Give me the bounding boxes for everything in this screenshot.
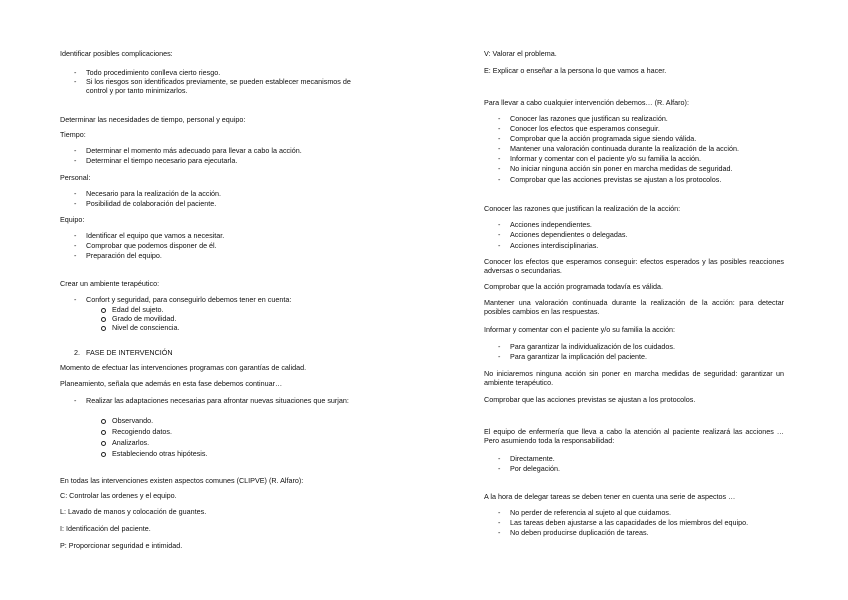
bullet-dash: - (74, 396, 77, 405)
bullet-circle-icon (101, 326, 106, 331)
list-item: No deben producirse duplicación de tareas. (510, 528, 649, 537)
paragraph: El equipo de enfermería que lleva a cabo la atención al paciente realizará las acciones …Pero asumiendo toda la responsabilidad: (484, 427, 784, 445)
bullet-dash: - (498, 518, 501, 527)
bullet-dash: - (74, 241, 77, 250)
heading-delegar: A la hora de delegar tareas se deben tener en cuenta una serie de aspectos … (484, 492, 736, 501)
paragraph: No iniciaremos ninguna acción sin poner en marcha medidas de seguridad: garantizar un ambiente terapéutico. (484, 369, 784, 387)
heading-intervencion: Para llevar a cabo cualquier intervención debemos… (R. Alfaro): (484, 98, 689, 107)
bullet-circle-icon (101, 317, 106, 322)
paragraph: En todas las intervenciones existen aspectos comunes (CLIPVE) (R. Alfaro): (60, 476, 304, 485)
list-item: Informar y comentar con el paciente y/o su familia la acción. (510, 154, 701, 163)
clipve-item: E: Explicar o enseñar a la persona lo que vamos a hacer. (484, 66, 667, 75)
bullet-dash: - (498, 464, 501, 473)
list-item: Posibilidad de colaboración del paciente. (86, 199, 217, 208)
bullet-dash: - (74, 77, 77, 86)
sub-list-item: Grado de movilidad. (112, 314, 177, 323)
bullet-dash: - (498, 230, 501, 239)
bullet-dash: - (498, 144, 501, 153)
heading-necesidades: Determinar las necesidades de tiempo, personal y equipo: (60, 115, 246, 124)
heading-personal: Personal: (60, 173, 91, 182)
clipve-item: P: Proporcionar seguridad e intimidad. (60, 541, 183, 550)
bullet-dash: - (74, 68, 77, 77)
heading-ambiente: Crear un ambiente terapéutico: (60, 279, 160, 288)
bullet-dash: - (498, 134, 501, 143)
heading-equipo: Equipo: (60, 215, 85, 224)
list-item: Las tareas deben ajustarse a las capacidades de los miembros del equipo. (510, 518, 749, 527)
list-item: Para garantizar la implicación del paciente. (510, 352, 648, 361)
clipve-item: V: Valorar el problema. (484, 49, 557, 58)
list-item: Comprobar que podemos disponer de él. (86, 241, 217, 250)
list-item: Acciones interdisciplinarias. (510, 241, 599, 250)
sub-list-item: Estableciendo otras hipótesis. (112, 449, 208, 458)
list-item: Identificar el equipo que vamos a necesitar. (86, 231, 225, 240)
list-item: Comprobar que la acción programada sigue siendo válida. (510, 134, 697, 143)
list-item: Si los riesgos son identificados previamente, se pueden establecer mecanismos de control y por tanto minimizarlos. (86, 77, 351, 95)
bullet-dash: - (498, 164, 501, 173)
list-item: No iniciar ninguna acción sin poner en marcha medidas de seguridad. (510, 164, 733, 173)
paragraph: Planeamiento, señala que además en esta fase debemos continuar… (60, 379, 283, 388)
list-item: Mantener una valoración continuada durante la realización de la acción. (510, 144, 739, 153)
list-item: No perder de referencia al sujeto al que cuidamos. (510, 508, 672, 517)
sub-list-item: Observando. (112, 416, 154, 425)
bullet-circle-icon (101, 452, 106, 457)
list-item: Confort y seguridad, para conseguirlo debemos tener en cuenta: (86, 295, 292, 304)
bullet-dash: - (74, 156, 77, 165)
sub-list-item: Analizarlos. (112, 438, 150, 447)
bullet-dash: - (498, 528, 501, 537)
list-item: Comprobar que las acciones previstas se ajustan a los protocolos. (510, 175, 722, 184)
sub-list-item: Nivel de consciencia. (112, 323, 180, 332)
list-item: Conocer las razones que justifican su realización. (510, 114, 668, 123)
bullet-dash: - (498, 154, 501, 163)
section-number: 2. (74, 348, 80, 357)
bullet-dash: - (498, 454, 501, 463)
list-item: Realizar las adaptaciones necesarias para afrontar nuevas situaciones que surjan: (86, 396, 349, 405)
heading-razones: Conocer las razones que justifican la realización de la acción: (484, 204, 681, 213)
paragraph: Conocer los efectos que esperamos conseguir: efectos esperados y las posibles reacciones adversas o secundarias. (484, 257, 784, 275)
bullet-dash: - (498, 175, 501, 184)
list-item: Por delegación. (510, 464, 560, 473)
bullet-dash: - (74, 189, 77, 198)
clipve-item: L: Lavado de manos y colocación de guantes. (60, 507, 207, 516)
bullet-dash: - (498, 508, 501, 517)
heading-complicaciones: Identificar posibles complicaciones: (60, 49, 173, 58)
heading-tiempo: Tiempo: (60, 130, 86, 139)
bullet-dash: - (498, 352, 501, 361)
bullet-dash: - (498, 124, 501, 133)
bullet-dash: - (74, 199, 77, 208)
bullet-dash: - (498, 114, 501, 123)
list-item: Directamente. (510, 454, 555, 463)
paragraph: Momento de efectuar las intervenciones programas con garantías de calidad. (60, 363, 307, 372)
list-item: Acciones independientes. (510, 220, 592, 229)
sub-list-item: Recogiendo datos. (112, 427, 172, 436)
paragraph: Comprobar que las acciones previstas se ajustan a los protocolos. (484, 395, 696, 404)
bullet-dash: - (74, 251, 77, 260)
bullet-circle-icon (101, 419, 106, 424)
bullet-dash: - (74, 146, 77, 155)
list-item: Determinar el momento más adecuado para llevar a cabo la acción. (86, 146, 302, 155)
sub-list-item: Edad del sujeto. (112, 305, 164, 314)
list-item: Conocer los efectos que esperamos conseguir. (510, 124, 660, 133)
clipve-item: I: Identificación del paciente. (60, 524, 151, 533)
bullet-dash: - (498, 342, 501, 351)
paragraph: Comprobar que la acción programada todavía es válida. (484, 282, 663, 291)
list-item: Determinar el tiempo necesario para ejecutarla. (86, 156, 238, 165)
section-title: FASE DE INTERVENCIÓN (86, 348, 173, 357)
clipve-item: C: Controlar las ordenes y el equipo. (60, 491, 177, 500)
heading-informar: Informar y comentar con el paciente y/o su familia la acción: (484, 325, 675, 334)
list-item: Preparación del equipo. (86, 251, 162, 260)
paragraph: Mantener una valoración continuada durante la realización de la acción: para detectar posibles cambios en las respuestas. (484, 298, 784, 316)
bullet-circle-icon (101, 441, 106, 446)
list-item: Necesario para la realización de la acción. (86, 189, 222, 198)
bullet-dash: - (498, 220, 501, 229)
bullet-circle-icon (101, 308, 106, 313)
bullet-dash: - (74, 231, 77, 240)
list-item: Para garantizar la individualización de los cuidados. (510, 342, 676, 351)
list-item: Todo procedimiento conlleva cierto riesgo. (86, 68, 221, 77)
bullet-dash: - (74, 295, 77, 304)
bullet-circle-icon (101, 430, 106, 435)
list-item: Acciones dependientes o delegadas. (510, 230, 628, 239)
bullet-dash: - (498, 241, 501, 250)
